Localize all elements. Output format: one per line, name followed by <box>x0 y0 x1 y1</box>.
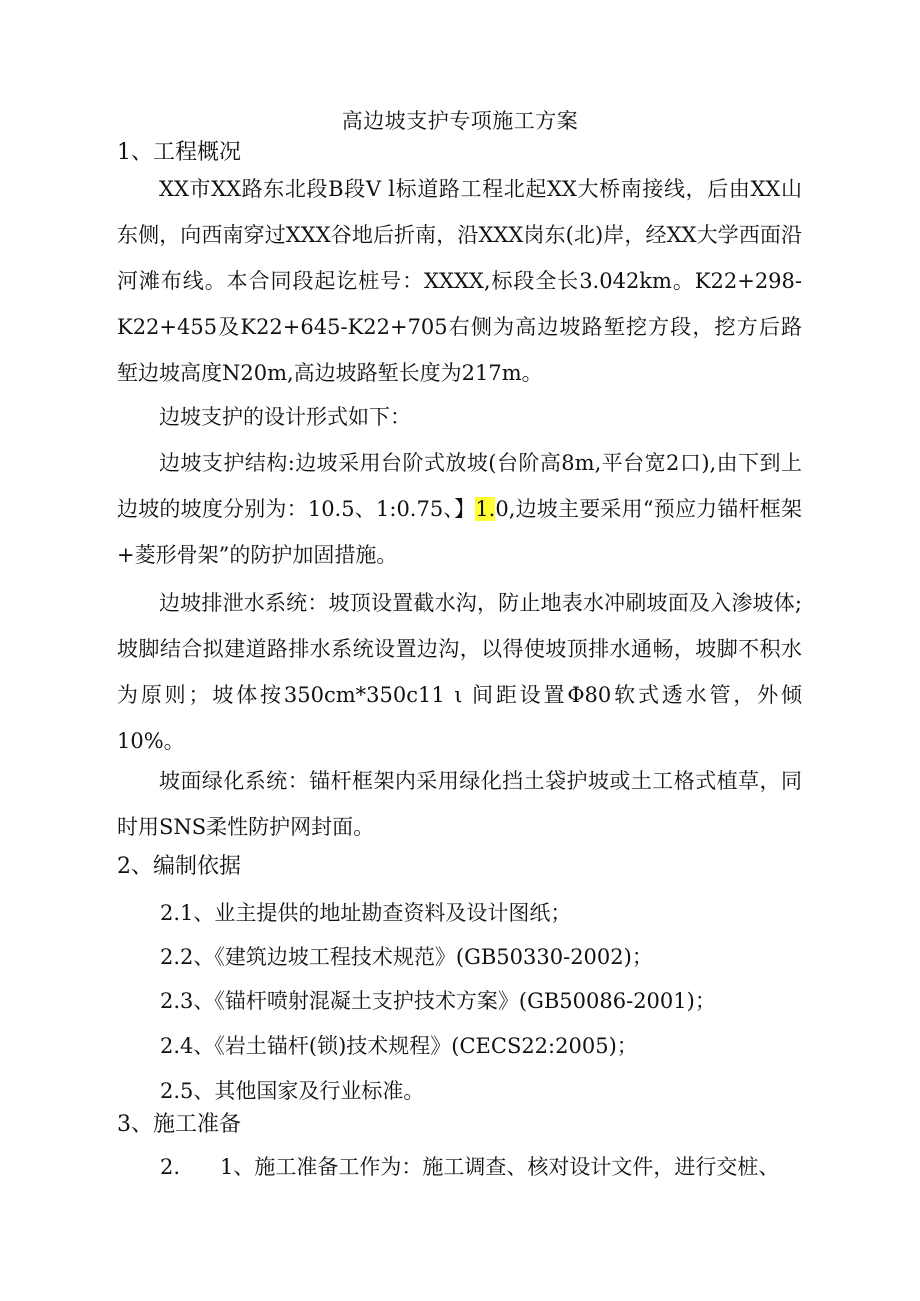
reference-item: 2.3、《锚杆喷射混凝土支护技术方案》(GB50086-2001)； <box>160 989 716 1013</box>
support-structure-paragraph <box>117 440 802 578</box>
reference-item: 2.1、业主提供的地址勘查资料及设计图纸； <box>160 901 572 925</box>
design-form-paragraph: 边坡支护的设计形式如下： <box>159 405 411 429</box>
document-title: 高边坡支护专项施工方案 <box>341 109 579 133</box>
section-heading-2: 2、编制依据 <box>117 854 241 879</box>
reference-item: 2.4、《岩土锚杆(锁)技术规程》(CECS22:2005)； <box>160 1034 638 1058</box>
support-structure-text-a: 边坡支护结构:边坡采用台阶式放坡(台阶高8m,平台宽2口),由下到上边坡的坡度分别为：10.5、1:0.75、】 <box>117 451 802 521</box>
support-structure-text-b: 0,边坡主要采用“预应力锚杆框架+菱形骨架”的防护加固措施。 <box>117 497 802 567</box>
drainage-system-paragraph: 边坡排泄水系统：坡顶设置截水沟，防止地表水冲刷坡面及入渗坡体;坡脚结合拟建道路排水系统设置边沟，以得使坡顶排水通畅，坡脚不积水为原则；坡体按350cm*350c11 ι 间距设置Φ80软式透水管，外倾10%。 <box>117 591 802 753</box>
project-overview-paragraph: XX市XX路东北段B段V l标道路工程北起XX大桥南接线，后由XX山东侧，向西南穿过XXX谷地后折南，沿XXX岗东(北)岸，经XX大学西面沿河滩布线。本合同段起讫桩号：XXXX,标段全长3.042km。K22+298-K22+455及K22+645-K22+705右侧为高边坡路堑挖方段，挖方后路堑边坡高度N20m,高边坡路堑长度为217m。 <box>117 177 802 385</box>
reference-item: 2.2、《建筑边坡工程技术规范》(GB50330-2002)； <box>160 945 653 969</box>
section-heading-1: 1、工程概况 <box>117 140 241 165</box>
reference-item: 2.5、其他国家及行业标准。 <box>160 1079 425 1103</box>
greening-system-paragraph: 坡面绿化系统：锚杆框架内采用绿化挡土袋护坡或土工格式植草，同时用SNS柔性防护网封面。 <box>117 769 802 839</box>
section-heading-3: 3、施工准备 <box>117 1112 241 1137</box>
preparation-line-number: 2. <box>160 1155 181 1179</box>
preparation-line <box>160 1152 779 1182</box>
highlighted-text: 1. <box>475 497 496 521</box>
preparation-line-text: 1、施工准备工作为：施工调查、核对设计文件，进行交桩、 <box>220 1155 780 1179</box>
